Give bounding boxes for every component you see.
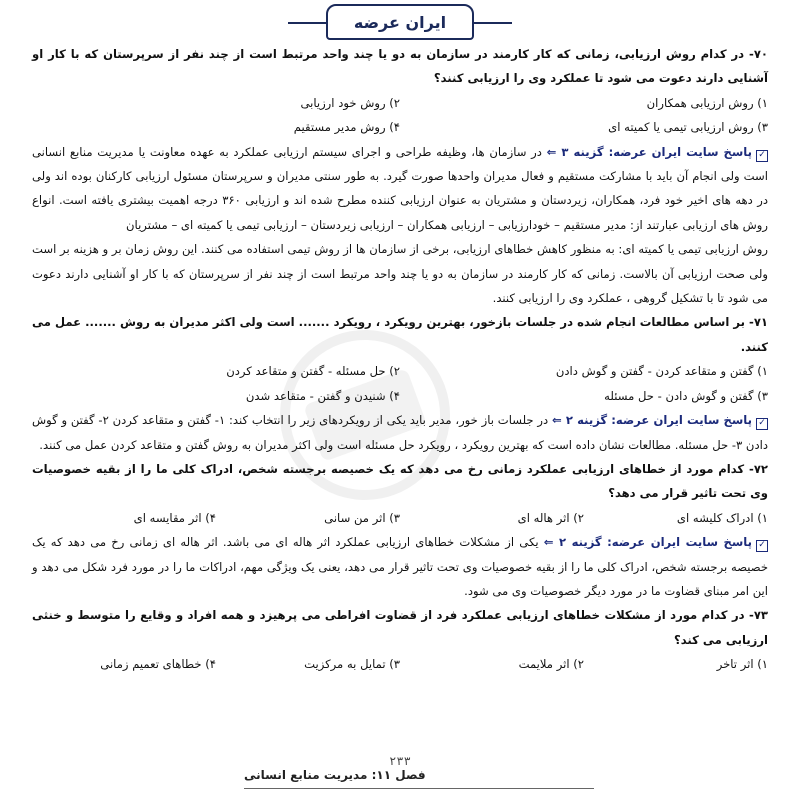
question-72: ۷۲- کدام مورد از خطاهای ارزیابی عملکرد زمانی رخ می دهد که یک خصیصه برجسته شخص، ادراک کلی ما را از بقیه خصوصیات وی تحت تاثیر قرار می دهد؟ [32,461,768,501]
option: ۲) حل مسئله - گفتن و متقاعد کردن [226,364,400,379]
answer-head: پاسخ سایت ایران عرضه: گزینه ۲ ⇐ [551,413,752,428]
answer-head: پاسخ سایت ایران عرضه: گزینه ۲ ⇐ [543,535,752,550]
footer-divider [244,788,594,789]
question-71: ۷۱- بر اساس مطالعات انجام شده در جلسات بازخور، بهترین رویکرد ، رویکرد ....... است ولی اکثر مدیران به روش ....... عمل می کنند. [32,315,768,354]
options-73 [32,652,768,676]
chapter-title: فصل ۱۱: مدیریت منابع انسانی [244,768,426,782]
question-73: ۷۳- در کدام مورد از مشکلات خطاهای ارزیابی عملکرد فرد از قضاوت افراطی می پرهیزد و همه افراد و وقایع را متوسط و خنثی ارزیابی می کند؟ [32,608,768,647]
checkbox-icon: ✓ [756,418,768,430]
brand-logo [326,4,474,40]
option: ۳) تمایل به مرکزیت [304,657,400,672]
logo-text: ایران عرضه [353,12,447,32]
option: ۱) گفتن و متقاعد کردن - گفتن و گوش دادن [555,364,768,379]
option: ۲) روش خود ارزیابی [300,95,400,110]
answer-head: پاسخ سایت ایران عرضه: گزینه ۳ ⇐ [546,144,752,159]
answer-body: در جلسات باز خور، مدیر باید یکی از رویکردهای زیر را انتخاب کند: ۱- گفتن و متقاعد کردن ۲- گفتن و گوش دادن ۳- حل مسئله. مطالعات نشان داده است که بهترین رویکرد ، رویکرد حل مسئله است ولی اکثر مدیران به روش گفتن و متقاعد کردن عمل می کنند. [32,413,768,452]
option: ۴) شنیدن و گفتن - متقاعد شدن [245,388,400,403]
answer-70 [32,140,768,238]
answer-72 [32,530,768,603]
answer-71 [32,408,768,457]
page-footer [24,750,776,798]
option: ۳) روش ارزیابی تیمی یا کمیته ای [608,120,768,135]
answer-body: یکی از مشکلات خطاهای ارزیابی عملکرد اثر هاله ای می باشد. اثر هاله ای زمانی رخ می دهد که یک خصیصه برجسته شخص، ادراک کلی ما را از بقیه خصوصیات وی تحت تاثیر قرار می دهد، یعنی یک ویژگی مهم، ادراکات ما را در مورد فرد شکل می دهد و این امر مبنای قضاوت ما در مورد دیگر خصوصیات وی می شود. [32,535,768,598]
answer-body: در سازمان ها، وظیفه طراحی و اجرای سیستم ارزیابی عملکرد به عهده معاونت یا مدیریت منابع انسانی است ولی انجام آن باید با مشارکت مستقیم و فعال مدیران واحدها صورت گیرد. به طور سنتی مدیران و سرپرستان مسئول ارزیابی کارکنان بوده اند ولی در دهه های اخیر خود فرد، همکاران، زیردستان و مشتریان به عنوان ارزیابی کننده مطرح شده اند و ارزیابی ۳۶۰ درجه اهمیت بیشتری یافته است. انواع روش های ارزیابی عبارتند از: مدیر مستقیم – خودارزیابی – ارزیابی همکاران – ارزیابی زیردستان – ارزیابی تیمی یا کمیته ای – مشتریان [32,144,768,232]
explanation-70: روش ارزیابی تیمی یا کمیته ای: به منظور کاهش خطاهای ارزیابی، برخی از سازمان ها از روش تیمی استفاده می کنند. این روش زمان بر و هزینه بر است ولی صحت ارزیابی آن بالاست. زمانی که کار کارمند در سازمان به دو یا چند واحد مرتبط است از چند نفر از سرپرستان که با کار او آشنایی دارند دعوت می شود تا با تشکیل گروهی ، عملکرد وی را ارزیابی کنند. [32,242,768,306]
option: ۴) خطاهای تعمیم زمانی [100,657,216,672]
option: ۱) اثر تاخر [716,657,768,672]
option: ۴) اثر مقایسه ای [133,510,216,525]
option: ۲) اثر ملایمت [518,657,584,672]
checkbox-icon: ✓ [756,540,768,552]
question-70: ۷۰- در کدام روش ارزیابی، زمانی که کار کارمند در سازمان به دو یا چند واحد مرتبط است از چند نفر از سرپرستان که با کار او آشنایی دارند دعوت می شود تا عملکرد وی را ارزیابی کنند؟ [32,47,768,86]
page-content [32,42,768,677]
option: ۴) روش مدیر مستقیم [293,120,400,135]
page-number: ۲۳۳ [389,754,411,768]
option: ۲) اثر هاله ای [517,510,584,525]
option: ۱) ادراک کلیشه ای [676,510,768,525]
option: ۱) روش ارزیابی همکاران [646,95,768,110]
option: ۳) گفتن و گوش دادن - حل مسئله [604,388,768,403]
options-70 [32,91,768,140]
options-71 [32,359,768,408]
option: ۳) اثر من سانی [324,510,400,525]
checkbox-icon: ✓ [756,150,768,162]
options-72 [32,506,768,530]
